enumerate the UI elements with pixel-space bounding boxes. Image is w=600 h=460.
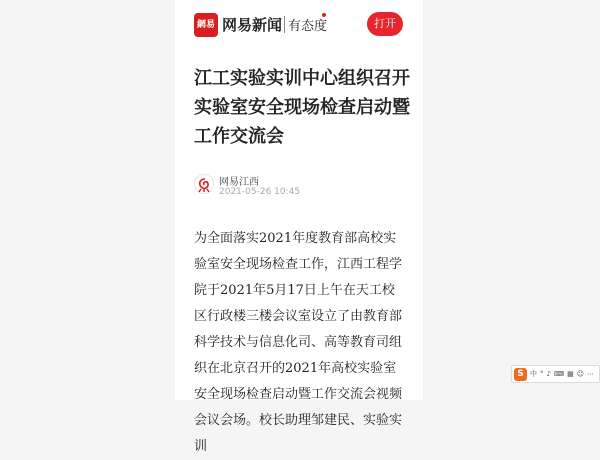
ime-chinese-mode[interactable]: 中 <box>530 370 537 378</box>
ime-emoji-icon[interactable]: ☺ <box>576 370 585 378</box>
ime-more-icon[interactable]: ⋯ <box>587 370 595 378</box>
author-row <box>194 172 414 202</box>
ime-toolbar[interactable] <box>511 365 600 383</box>
article-body: 为全面落实2021年度教育部高校实验室安全现场检查工作，江西工程学院于2021年5月17日上午在天工校区行政楼三楼会议室设立了由教育部科学技术与信息化司、高等教育司组织在北京召开的2021年高校实验室安全现场检查启动暨工作交流会视频会议会场。校长助理邹建民、实验实训 <box>194 231 403 454</box>
author-name[interactable]: 网易江西 <box>219 177 259 188</box>
sogou-ime-icon[interactable]: S <box>514 368 527 381</box>
ime-toolbox-icon[interactable]: ▦ <box>567 370 574 378</box>
article-title: 江工实验实训中心组织召开实验室安全现场检查启动暨工作交流会 <box>194 68 410 147</box>
brand-slogan: 有态度 <box>288 19 328 34</box>
author-avatar-icon[interactable] <box>194 174 214 194</box>
ime-punctuation-icon[interactable]: ° <box>540 370 544 378</box>
slogan-dot-icon <box>322 13 326 17</box>
ime-voice-icon[interactable]: ♪ <box>546 370 551 378</box>
ime-keyboard-icon[interactable]: ⌨ <box>553 370 565 378</box>
publish-time: 2021-05-26 10:45 <box>219 187 301 197</box>
netease-logo-icon[interactable]: 網易 <box>194 13 218 37</box>
article-page <box>175 0 423 454</box>
top-bar <box>175 0 423 50</box>
open-app-button[interactable]: 打开 <box>367 12 403 36</box>
brand-name[interactable]: 网易新闻 <box>222 16 283 34</box>
brand-divider <box>284 16 285 33</box>
